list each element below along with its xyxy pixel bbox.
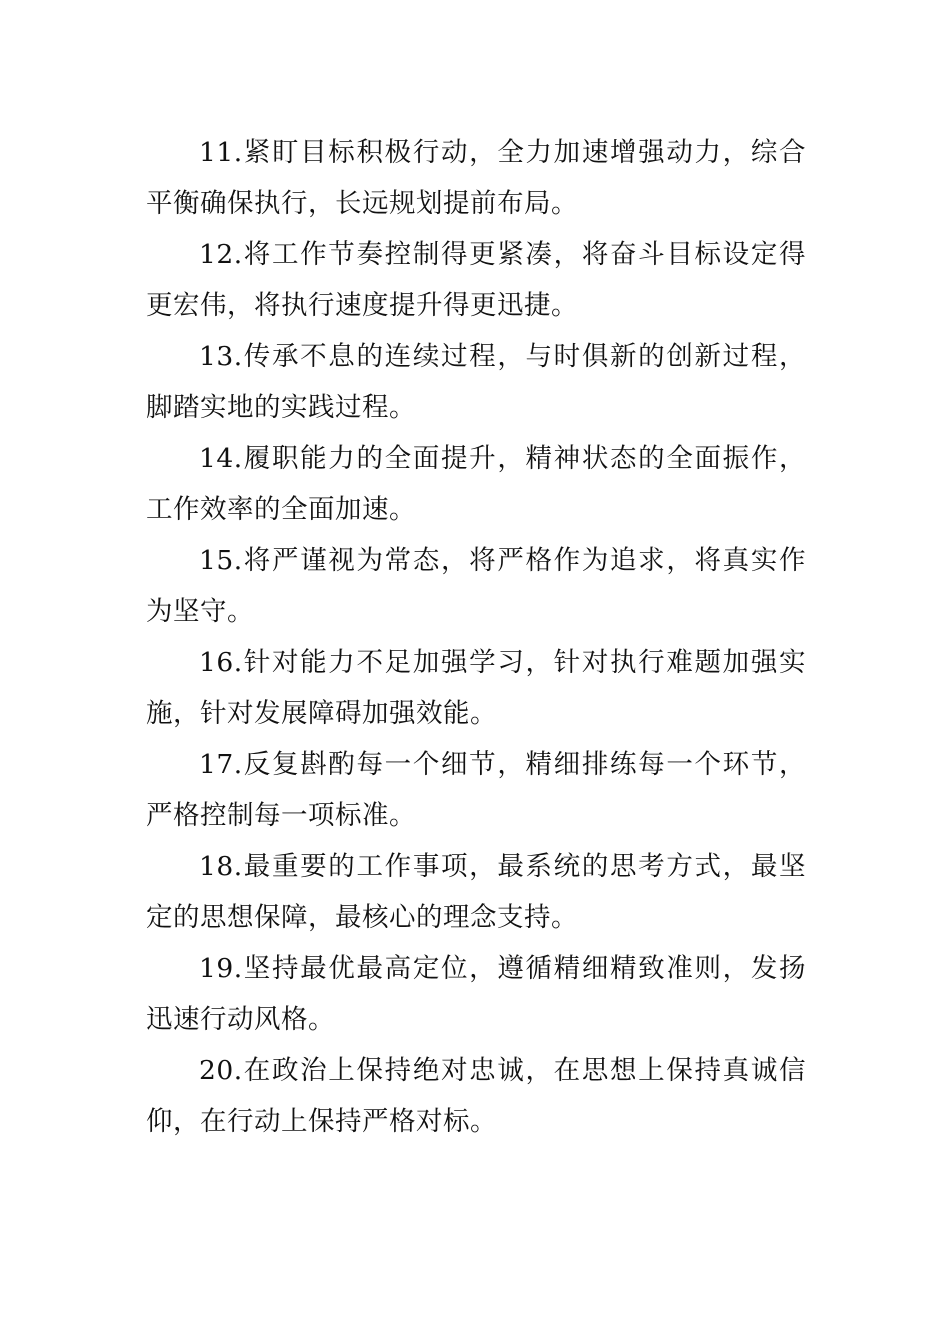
list-item-12: 12.将工作节奏控制得更紧凑，将奋斗目标设定得更宏伟，将执行速度提升得更迅捷。 — [146, 239, 806, 321]
list-item-20: 20.在政治上保持绝对忠诚，在思想上保持真诚信仰，在行动上保持严格对标。 — [146, 1055, 806, 1137]
list-item-16: 16.针对能力不足加强学习，针对执行难题加强实施，针对发展障碍加强效能。 — [146, 647, 806, 729]
list-item-14: 14.履职能力的全面提升，精神状态的全面振作，工作效率的全面加速。 — [146, 443, 806, 525]
list-item-18: 18.最重要的工作事项，最系统的思考方式，最坚定的思想保障，最核心的理念支持。 — [146, 851, 806, 933]
list-item-13: 13.传承不息的连续过程，与时俱新的创新过程，脚踏实地的实践过程。 — [146, 341, 806, 423]
list-item-19: 19.坚持最优最高定位，遵循精细精致准则，发扬迅速行动风格。 — [146, 953, 806, 1035]
list-item-17: 17.反复斟酌每一个细节，精细排练每一个环节，严格控制每一项标准。 — [146, 749, 806, 831]
list-item-11: 11.紧盯目标积极行动，全力加速增强动力，综合平衡确保执行，长远规划提前布局。 — [146, 137, 806, 219]
list-item-15: 15.将严谨视为常态，将严格作为追求，将真实作为坚守。 — [146, 545, 806, 627]
document-body — [146, 127, 806, 1147]
